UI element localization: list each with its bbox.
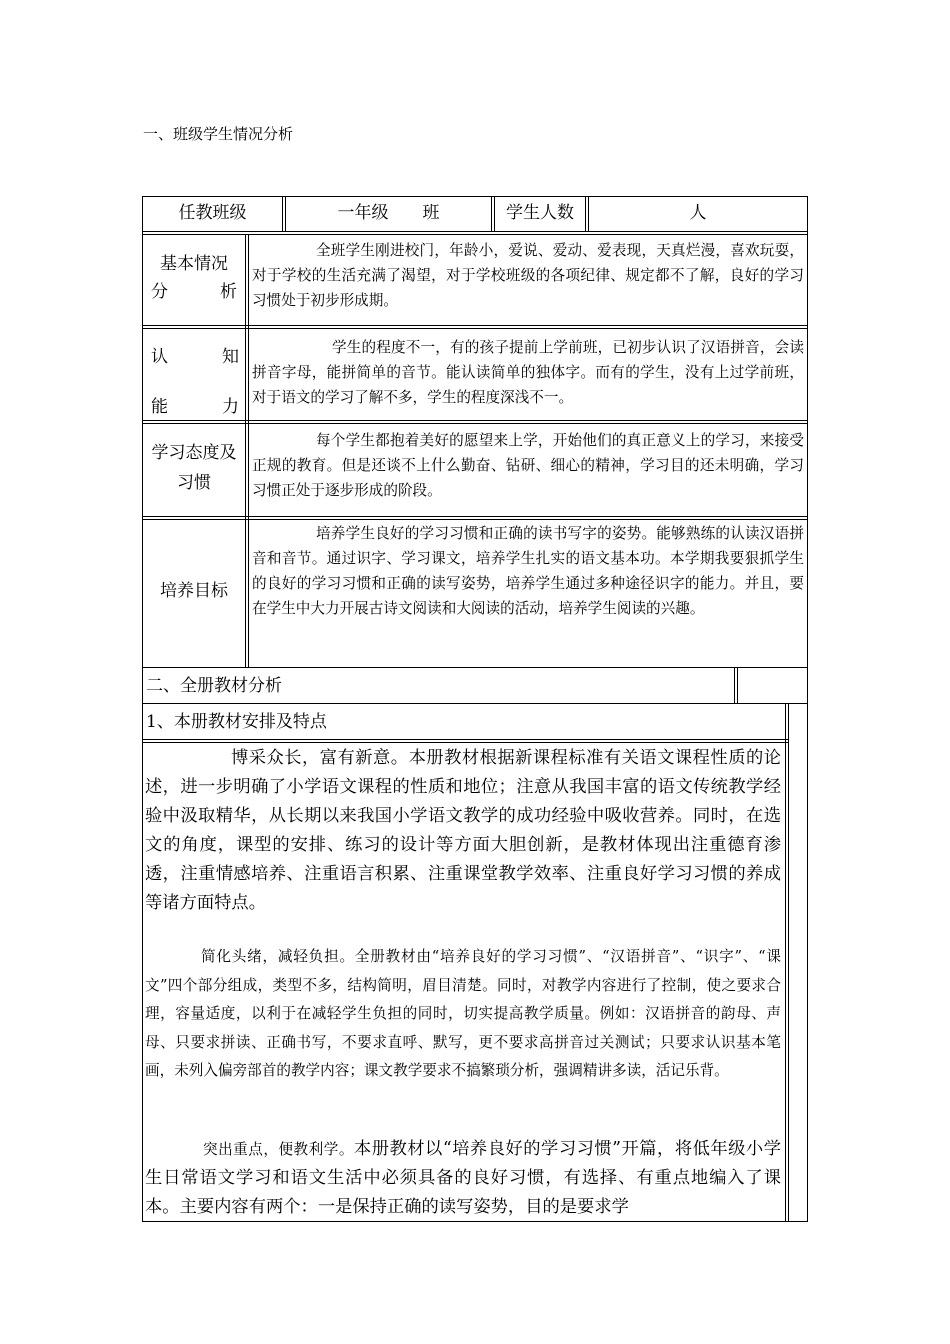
training-goal-text: 培养学生良好的学习习惯和正确的读书写字的姿势。能够熟练的认读汉语拼音和音节。通过识字、学习课文，培养学生扎实的语文基本功。本学期我要狠抓学生的良好的学习习惯和正确的读写姿势，培养学生通过多种途径识字的能力。并且，要在学生中大力开展古诗文阅读和大阅读的活动，培养学生阅读的兴趣。 — [252, 525, 804, 617]
paragraph-3 — [145, 1135, 781, 1222]
paragraph-1: 博采众长，富有新意。本册教材根据新课程标准有关语文课程性质的论述，进一步明确了小学语文课程的性质和地位；注意从我国丰富的语文传统教学经验中汲取精华，从长期以来我国小学语文教学的成功经验中吸收营养。同时，在选文的角度，课型的安排、练习的设计等方面大胆创新，是教材体现出注重德育渗透，注重情感培养、注重语言积累、注重课堂教学效率、注重良好学习习惯的养成等诸方面特点。 — [145, 748, 781, 913]
student-count-value: 人 — [689, 203, 707, 223]
paragraph-3-lead: 突出重点，便教利学。 — [203, 1141, 354, 1158]
basic-situation-label — [143, 250, 245, 306]
paragraph-3-body: 本册教材以“培养良好的学习习惯”开篇，将低年级小学生日常语文学习和语文生活中必须具备的良好习惯，有选择、有重点地编入了课本。主要内容有两个：一是保持正确的读写姿势，目的是要求学 — [145, 1139, 781, 1217]
section2-heading: 二、全册教材分析 — [146, 676, 282, 696]
sub1-heading: 1、本册教材安排及特点 — [146, 712, 327, 732]
class-value: 一年级 班 — [337, 203, 440, 223]
basic-situation-label-char2: 析 — [220, 282, 237, 302]
cognitive-ability-text: 学生的程度不一，有的孩子提前上学前班，已初步认识了汉语拼音，会读拼音字母，能拼简单的音节。能认读简单的独体字。而有的学生，没有上过学前班，对于语文的学习了解不多，学生的程度深浅不一。 — [252, 339, 804, 406]
study-attitude-label-line2: 习惯 — [177, 473, 211, 493]
section1-heading: 一、班级学生情况分析 — [143, 125, 294, 143]
study-attitude-label-line1: 学习态度及 — [151, 443, 237, 463]
student-count-label: 学生人数 — [506, 203, 574, 223]
paragraph-2: 简化头绪，减轻负担。全册教材由“培养良好的学习习惯”、“汉语拼音”、“识字”、“课文”四个部分组成，类型不多，结构简明，眉目清楚。同时，对教学内容进行了控制，使之要求合理，容量适度，以利于在减轻学生负担的同时，切实提高教学质量。例如：汉语拼音的韵母、声母、只要求拼读、正确书写，不要求直呼、默写，更不要求高拼音过关测试；只要求认识基本笔画，未列入偏旁部首的教学内容；课文教学要求不搞繁琐分析，强调精讲多读，活记乐背。 — [145, 948, 781, 1079]
cognitive-ability-label — [143, 332, 245, 432]
cognitive-label-char1: 认 — [151, 347, 168, 367]
basic-situation-text: 全班学生刚进校门，年龄小，爱说、爱动、爱表现，天真烂漫，喜欢玩耍，对于学校的生活充满了渴望，对于学校班级的各项纪律、规定都不了解，良好的学习习惯处于初步形成期。 — [252, 242, 804, 309]
class-label: 任教班级 — [178, 203, 247, 223]
basic-situation-label-char1: 分 — [151, 282, 168, 302]
cognitive-label-char2: 知 — [222, 347, 239, 367]
study-attitude-text: 每个学生都抱着美好的愿望来上学，开始他们的真正意义上的学习，来接受正规的教育。但是还谈不上什么勤奋、钻研、细心的精神，学习目的还未明确，学习习惯正处于逐步形成的阶段。 — [252, 432, 804, 499]
basic-situation-label-line1: 基本情况 — [160, 254, 228, 274]
cognitive-label-char3: 能 — [151, 397, 168, 417]
training-goal-label: 培养目标 — [160, 581, 228, 601]
study-attitude-label — [143, 438, 245, 498]
cognitive-label-char4: 力 — [222, 397, 239, 417]
